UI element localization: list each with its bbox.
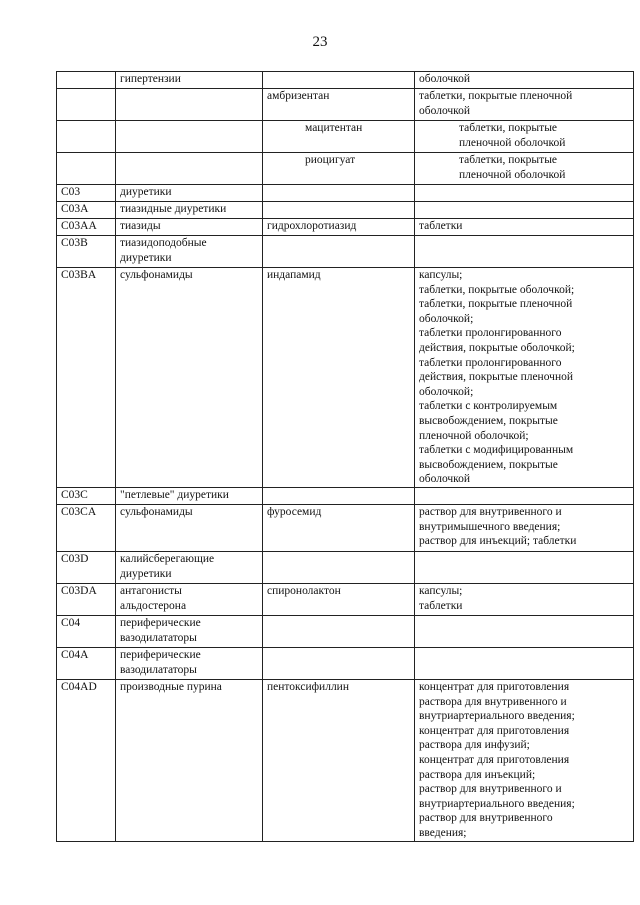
atc-code-cell: C03D — [57, 552, 116, 584]
atc-code-cell — [57, 121, 116, 153]
dosage-form-cell — [415, 552, 634, 584]
atc-code-cell: C04 — [57, 616, 116, 648]
dosage-form-cell: концентрат для приготовления раствора для внутривенного и внутриартериального введения; концентрат для приготовления раствора для инфузий; концентрат для приготовления раствора для инъекций; раствор для внутривенного и внутриартериального введения; раствор для внутривенного введения; — [415, 680, 634, 842]
atc-code-cell: C03B — [57, 236, 116, 268]
table-row — [57, 153, 634, 185]
table-row — [57, 488, 634, 505]
drug-table — [56, 71, 634, 842]
atc-code-cell: C03BA — [57, 268, 116, 488]
dosage-form-cell — [415, 616, 634, 648]
table-row — [57, 584, 634, 616]
dosage-form-cell: оболочкой — [415, 72, 634, 89]
dosage-form-cell: раствор для внутривенного и внутримышечного введения; раствор для инъекций; таблетки — [415, 505, 634, 552]
table-row — [57, 219, 634, 236]
drug-name-cell: амбризентан — [263, 89, 415, 121]
drug-name-cell — [263, 648, 415, 680]
group-name-cell — [116, 89, 263, 121]
atc-code-cell — [57, 153, 116, 185]
dosage-form-cell — [415, 648, 634, 680]
drug-name-cell — [263, 616, 415, 648]
group-name-cell: периферические вазодилататоры — [116, 616, 263, 648]
atc-code-cell: C03C — [57, 488, 116, 505]
table-row — [57, 648, 634, 680]
drug-name-cell — [263, 202, 415, 219]
group-name-cell: периферические вазодилататоры — [116, 648, 263, 680]
group-name-cell: "петлевые" диуретики — [116, 488, 263, 505]
dosage-form-cell: таблетки, покрытые пленочной оболочкой — [415, 121, 634, 153]
drug-name-cell: индапамид — [263, 268, 415, 488]
group-name-cell: сульфонамиды — [116, 268, 263, 488]
drug-name-cell: спиронолактон — [263, 584, 415, 616]
atc-code-cell: C03AA — [57, 219, 116, 236]
group-name-cell: калийсберегающие диуретики — [116, 552, 263, 584]
drug-name-cell: гидрохлоротиазид — [263, 219, 415, 236]
atc-code-cell — [57, 72, 116, 89]
atc-code-cell: C04AD — [57, 680, 116, 842]
table-row — [57, 185, 634, 202]
drug-name-cell — [263, 488, 415, 505]
drug-name-cell — [263, 185, 415, 202]
drug-name-cell: пентоксифиллин — [263, 680, 415, 842]
dosage-form-cell: таблетки — [415, 219, 634, 236]
group-name-cell: тиазиды — [116, 219, 263, 236]
atc-code-cell: C03CA — [57, 505, 116, 552]
atc-code-cell: C03A — [57, 202, 116, 219]
table-row — [57, 552, 634, 584]
dosage-form-cell — [415, 488, 634, 505]
table-row — [57, 236, 634, 268]
dosage-form-cell: капсулы; таблетки, покрытые оболочкой; таблетки, покрытые пленочной оболочкой; таблетки пролонгированного действия, покрытые оболочкой; таблетки пролонгированного действия, покрытые пленочной оболочкой; таблетки с контролируемым высвобождением, покрытые пленочной оболочкой; таблетки с модифицированным высвобождением, покрытые оболочкой — [415, 268, 634, 488]
dosage-form-cell: таблетки, покрытые пленочной оболочкой — [415, 153, 634, 185]
group-name-cell — [116, 121, 263, 153]
group-name-cell: гипертензии — [116, 72, 263, 89]
group-name-cell — [116, 153, 263, 185]
group-name-cell: производные пурина — [116, 680, 263, 842]
dosage-form-cell — [415, 185, 634, 202]
group-name-cell: тиазидоподобные диуретики — [116, 236, 263, 268]
drug-name-cell — [263, 236, 415, 268]
table-row — [57, 616, 634, 648]
table-row — [57, 268, 634, 488]
table-row — [57, 202, 634, 219]
drug-name-cell — [263, 552, 415, 584]
table-row — [57, 89, 634, 121]
dosage-form-cell — [415, 202, 634, 219]
atc-code-cell — [57, 89, 116, 121]
table-row — [57, 680, 634, 842]
drug-name-cell — [263, 72, 415, 89]
group-name-cell: антагонисты альдостерона — [116, 584, 263, 616]
group-name-cell: тиазидные диуретики — [116, 202, 263, 219]
drug-name-cell: фуросемид — [263, 505, 415, 552]
group-name-cell: диуретики — [116, 185, 263, 202]
table-row — [57, 121, 634, 153]
dosage-form-cell — [415, 236, 634, 268]
drug-name-cell: мацитентан — [263, 121, 415, 153]
drug-name-cell: риоцигуат — [263, 153, 415, 185]
dosage-form-cell: таблетки, покрытые пленочной оболочкой — [415, 89, 634, 121]
page-number: 23 — [312, 34, 328, 50]
atc-code-cell: C03DA — [57, 584, 116, 616]
drug-table-body — [57, 72, 634, 842]
group-name-cell: сульфонамиды — [116, 505, 263, 552]
atc-code-cell: C03 — [57, 185, 116, 202]
dosage-form-cell: капсулы; таблетки — [415, 584, 634, 616]
table-row — [57, 505, 634, 552]
table-row — [57, 72, 634, 89]
atc-code-cell: C04A — [57, 648, 116, 680]
